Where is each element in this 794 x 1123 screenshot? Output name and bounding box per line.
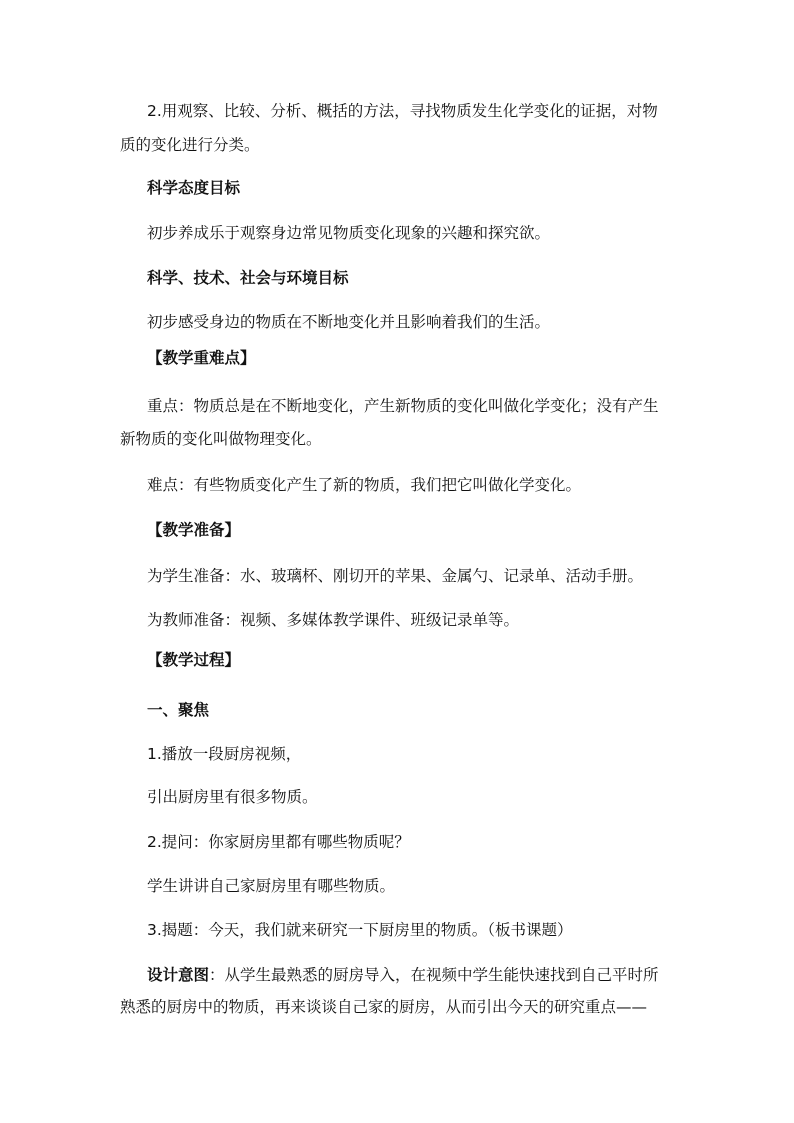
design-intent-label: 设计意图 <box>147 966 210 984</box>
process-step-2-note: 学生讲讲自己家厨房里有哪些物质。 <box>147 877 396 895</box>
preparation-heading: 【教学准备】 <box>147 521 241 539</box>
preparation-students: 为学生准备：水、玻璃杯、刚切开的苹果、金属勺、记录单、活动手册。 <box>147 567 644 585</box>
process-heading: 【教学过程】 <box>147 651 241 669</box>
key-point-difficulty: 难点：有些物质变化产生了新的物质，我们把它叫做化学变化。 <box>147 476 582 494</box>
design-intent-text-1: ：从学生最熟悉的厨房导入，在视频中学生能快速找到自己平时所 <box>209 966 659 984</box>
process-step-2: 2.提问：你家厨房里都有哪些物质呢？ <box>147 833 410 851</box>
section-focus-title: 一、聚焦 <box>147 701 210 719</box>
sts-heading: 科学、技术、社会与环境目标 <box>147 269 349 287</box>
process-step-1-note: 引出厨房里有很多物质。 <box>147 788 318 806</box>
key-point-focus-line-2: 新物质的变化叫做物理变化。 <box>120 430 322 448</box>
sts-text: 初步感受身边的物质在不断地变化并且影响着我们的生活。 <box>147 313 551 331</box>
process-step-1: 1.播放一段厨房视频， <box>147 745 302 763</box>
preparation-teacher: 为教师准备：视频、多媒体教学课件、班级记录单等。 <box>147 611 520 629</box>
key-points-heading: 【教学重难点】 <box>147 349 256 367</box>
design-intent-line-2: 熟悉的厨房中的物质，再来谈谈自己家的厨房，从而引出今天的研究重点—— <box>120 998 648 1016</box>
attitude-heading: 科学态度目标 <box>147 179 241 197</box>
design-intent-line-1 <box>147 965 707 985</box>
key-point-focus-line-1: 重点：物质总是在不断地变化，产生新物质的变化叫做化学变化；没有产生 <box>147 397 659 415</box>
objective-item-2-line-2: 质的变化进行分类。 <box>120 136 260 154</box>
objective-item-2-line-1: 2.用观察、比较、分析、概括的方法，寻找物质发生化学变化的证据，对物 <box>147 102 658 120</box>
process-step-3: 3.揭题：今天，我们就来研究一下厨房里的物质。（板书课题） <box>147 921 573 939</box>
attitude-text: 初步养成乐于观察身边常见物质变化现象的兴趣和探究欲。 <box>147 224 551 242</box>
